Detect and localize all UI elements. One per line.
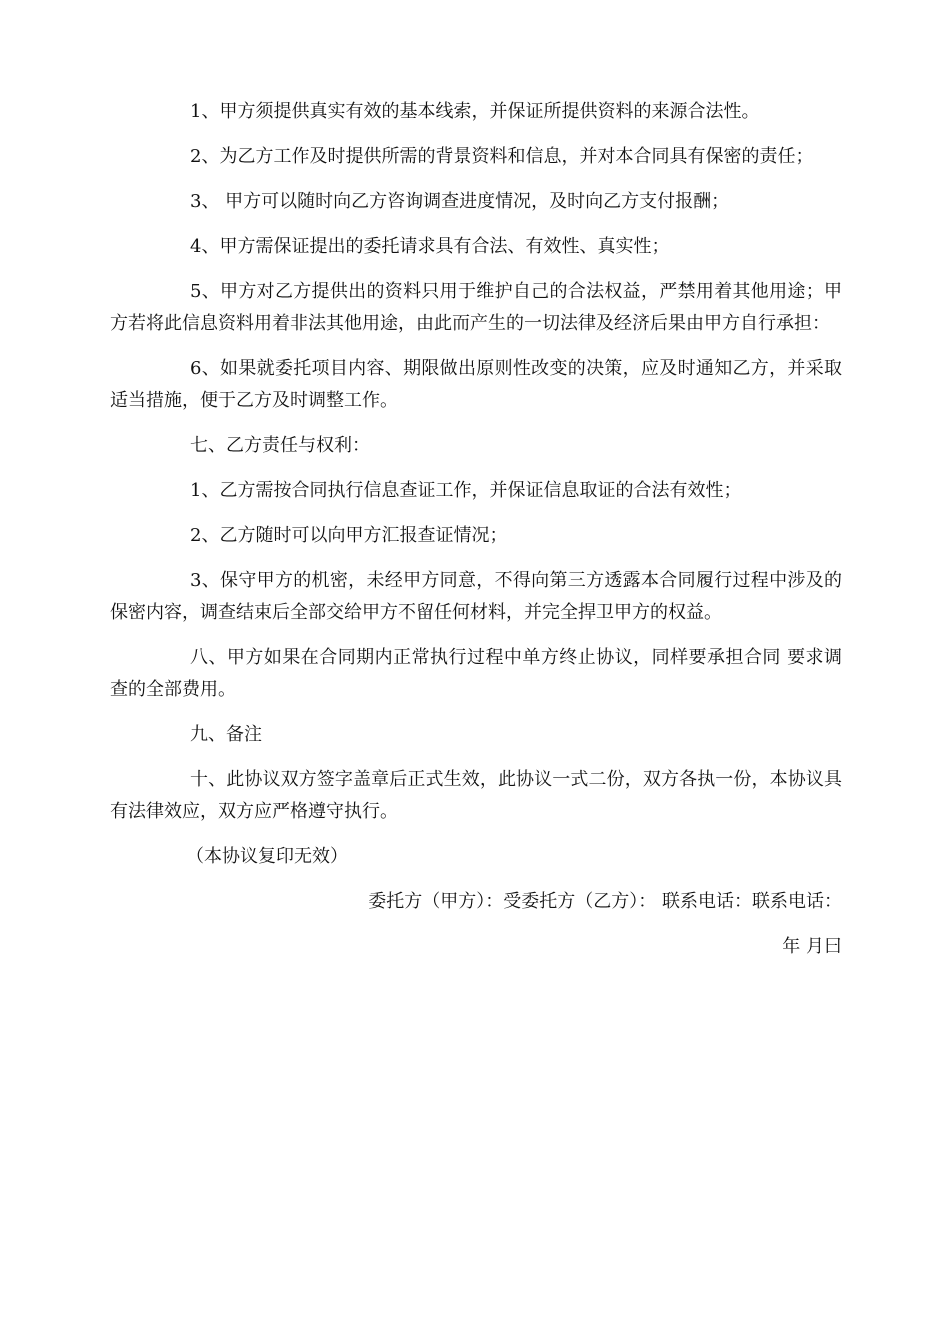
date-line: 年 月曰 xyxy=(782,936,842,957)
clause-party-a-3: 3、 甲方可以随时向乙方咨询调查进度情况，及时向乙方支付报酬； xyxy=(190,191,730,212)
clause-party-b-1: 1、乙方需按合同执行信息查证工作，并保证信息取证的合法有效性； xyxy=(190,480,742,501)
clause-party-a-2: 2、为乙方工作及时提供所需的背景资料和信息，并对本合同具有保密的责任； xyxy=(190,146,814,167)
clause-termination: 八、甲方如果在合同期内正常执行过程中单方终止协议，同样要承担合同 要求调查的全部费用。 xyxy=(110,647,842,700)
signature-line: 委托方（甲方）：受委托方（乙方）： 联系电话：联系电话： xyxy=(368,891,842,912)
clause-party-a-5: 5、甲方对乙方提供出的资料只用于维护自己的合法权益，严禁用着其他用途；甲方若将此信息资料用着非法其他用途，由此而产生的一切法律及经济后果由甲方自行承担： xyxy=(110,281,842,334)
clause-party-a-1: 1、甲方须提供真实有效的基本线索，并保证所提供资料的来源合法性。 xyxy=(190,101,760,122)
clause-party-b-2: 2、乙方随时可以向甲方汇报查证情况； xyxy=(190,525,508,546)
copy-invalid-note: （本协议复印无效） xyxy=(186,846,348,867)
contract-page xyxy=(110,96,842,963)
section-heading-party-b: 七、乙方责任与权利： xyxy=(190,435,370,456)
section-remarks: 九、备注 xyxy=(190,724,262,745)
clause-effectiveness: 十、此协议双方签字盖章后正式生效，此协议一式二份，双方各执一份，本协议具有法律效应，双方应严格遵守执行。 xyxy=(110,769,842,822)
clause-party-a-6: 6、如果就委托项目内容、期限做出原则性改变的决策，应及时通知乙方，并采取适当措施，便于乙方及时调整工作。 xyxy=(110,358,842,411)
clause-party-a-4: 4、甲方需保证提出的委托请求具有合法、有效性、真实性； xyxy=(190,236,670,257)
clause-party-b-3: 3、保守甲方的机密，未经甲方同意，不得向第三方透露本合同履行过程中涉及的保密内容，调查结束后全部交给甲方不留任何材料，并完全捍卫甲方的权益。 xyxy=(110,570,842,623)
